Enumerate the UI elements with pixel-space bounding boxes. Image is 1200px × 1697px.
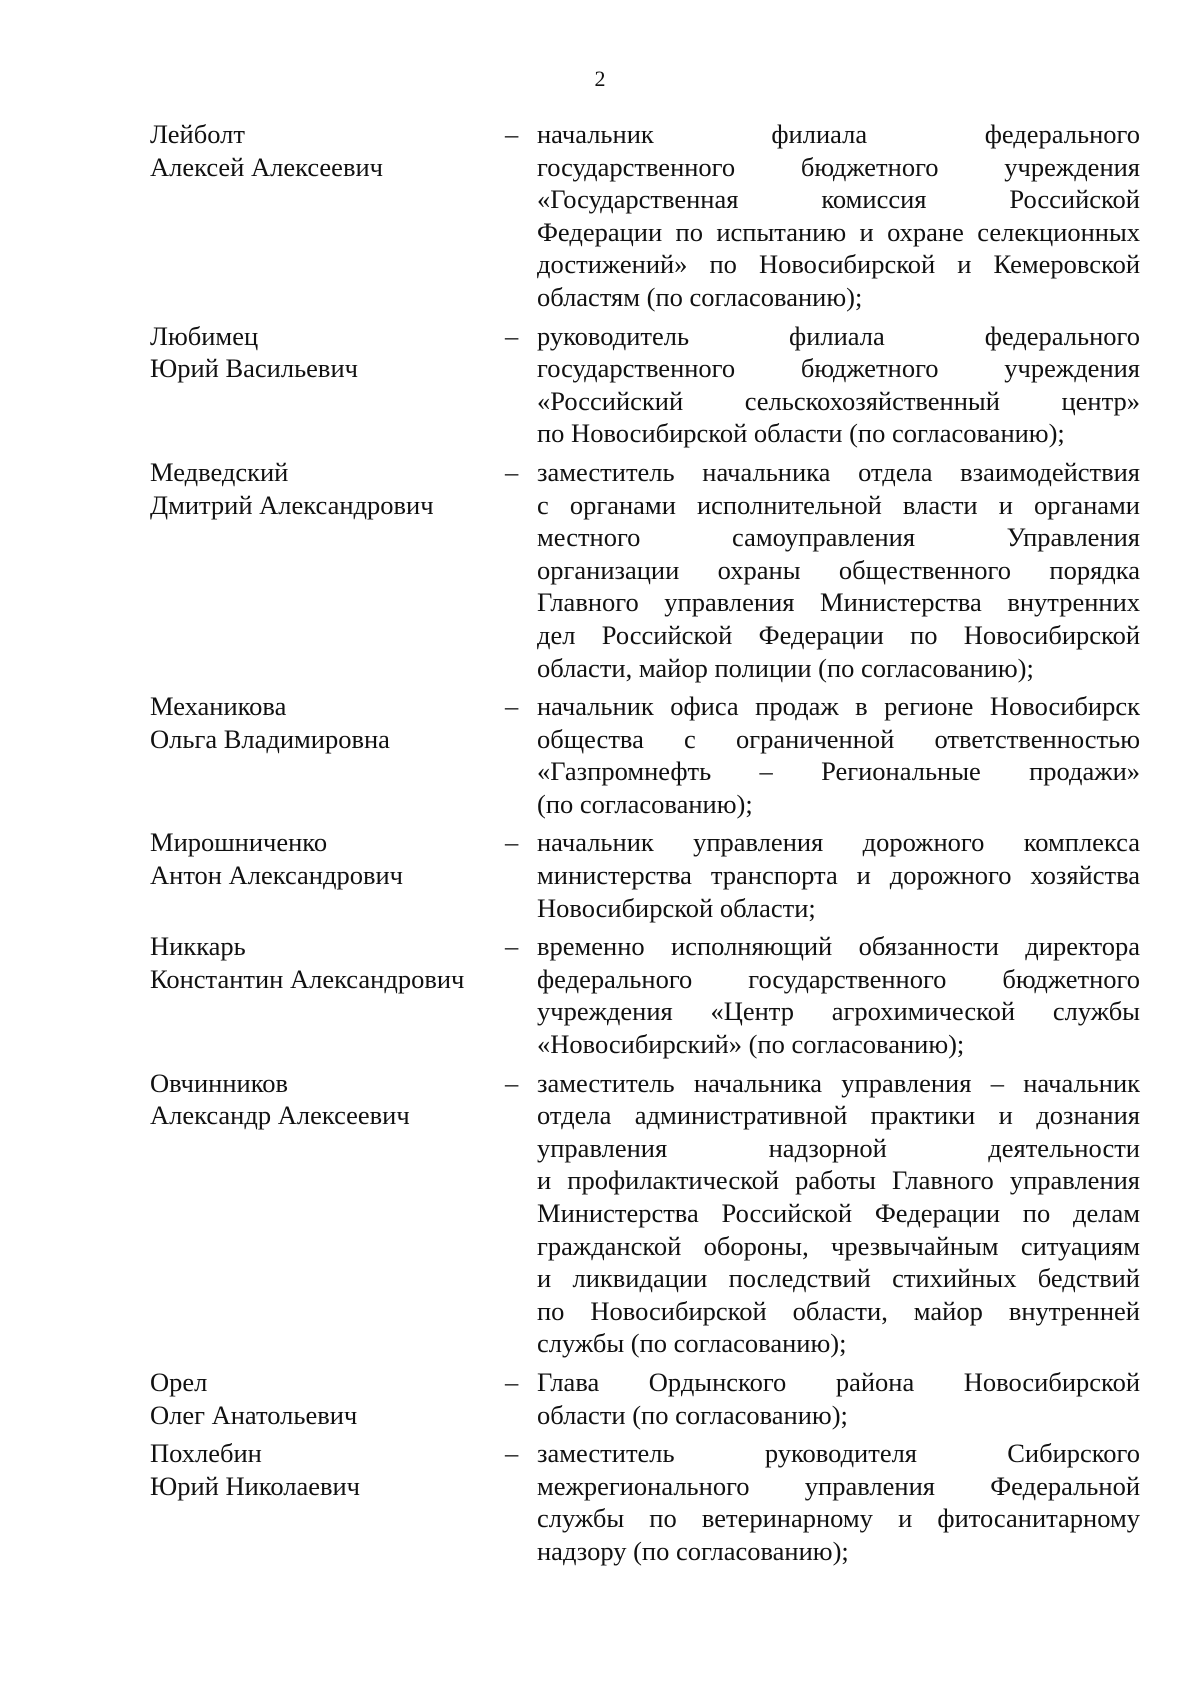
position-line: (по согласованию); xyxy=(537,788,753,819)
member-name xyxy=(150,1366,505,1431)
member-given-names: Александр Алексеевич xyxy=(150,1100,410,1131)
position-line: заместитель руководителя Сибирского xyxy=(537,1438,1140,1469)
position-line: области (по согласованию); xyxy=(537,1399,848,1430)
position-line: Главного управления Министерства внутренних xyxy=(537,587,1140,618)
position-line: временно исполняющий обязанности директора xyxy=(537,931,1140,962)
member-given-names: Юрий Васильевич xyxy=(150,353,358,384)
position-line: управления надзорной деятельности xyxy=(537,1132,1140,1163)
entry-dash: – xyxy=(505,827,519,858)
member-given-names: Антон Александрович xyxy=(150,860,403,891)
member-entry xyxy=(150,1067,1140,1360)
position-line: отдела административной практики и дознания xyxy=(537,1100,1140,1131)
position-line: по Новосибирской области (по согласованию); xyxy=(537,418,1065,449)
member-name xyxy=(150,690,505,820)
member-position xyxy=(537,1366,1140,1431)
member-entry xyxy=(150,456,1140,684)
member-name xyxy=(150,1437,505,1567)
position-line: надзору (по согласованию); xyxy=(537,1535,849,1566)
member-position xyxy=(537,1437,1140,1567)
member-position xyxy=(537,1067,1140,1360)
position-line: Министерства Российской Федерации по делам xyxy=(537,1198,1140,1228)
position-line: федерального государственного бюджетного xyxy=(537,963,1140,994)
member-surname: Любимец xyxy=(150,320,259,351)
member-entry xyxy=(150,1366,1140,1431)
position-line: начальник филиала федерального xyxy=(537,119,1140,149)
entry-dash: – xyxy=(505,1438,519,1469)
position-line: и ликвидации последствий стихийных бедствий xyxy=(537,1263,1140,1294)
member-surname: Орел xyxy=(150,1366,208,1397)
entry-dash: – xyxy=(505,119,519,149)
position-line: начальник управления дорожного комплекса xyxy=(537,827,1140,858)
position-line: учреждения «Центр агрохимической службы xyxy=(537,996,1140,1027)
entry-dash: – xyxy=(505,456,519,487)
position-line: достижений» по Новосибирской и Кемеровской xyxy=(537,249,1140,280)
position-line: Новосибирской области; xyxy=(537,892,816,923)
member-entry xyxy=(150,826,1140,924)
position-line: организации охраны общественного порядка xyxy=(537,554,1140,585)
member-given-names: Алексей Алексеевич xyxy=(150,151,383,182)
position-line: начальник офиса продаж в регионе Новосибирск xyxy=(537,691,1140,722)
member-surname: Похлебин xyxy=(150,1438,262,1469)
position-line: областям (по согласованию); xyxy=(537,281,863,312)
position-line: Глава Ордынского района Новосибирской xyxy=(537,1366,1140,1397)
entry-dash: – xyxy=(505,691,519,722)
member-surname: Мирошниченко xyxy=(150,827,328,858)
position-line: «Российский сельскохозяйственный центр» xyxy=(537,385,1140,416)
position-line: по Новосибирской области, майор внутренней xyxy=(537,1295,1140,1326)
position-line: службы (по согласованию); xyxy=(537,1328,847,1359)
member-surname: Никкарь xyxy=(150,931,246,962)
member-given-names: Ольга Владимировна xyxy=(150,723,390,754)
member-name xyxy=(150,118,505,314)
position-line: с органами исполнительной власти и органами xyxy=(537,489,1140,520)
member-entry xyxy=(150,118,1140,314)
position-line: государственного бюджетного учреждения xyxy=(537,151,1140,182)
member-position xyxy=(537,320,1140,450)
position-line: государственного бюджетного учреждения xyxy=(537,353,1140,384)
member-list xyxy=(150,118,1140,1574)
position-line: межрегионального управления Федеральной xyxy=(537,1470,1140,1501)
member-entry xyxy=(150,1437,1140,1567)
member-name xyxy=(150,826,505,924)
entry-dash: – xyxy=(505,1366,519,1397)
position-line: области, майор полиции (по согласованию); xyxy=(537,652,1034,683)
member-surname: Механикова xyxy=(150,691,287,722)
member-name xyxy=(150,456,505,684)
position-line: заместитель начальника отдела взаимодействия xyxy=(537,456,1140,487)
member-given-names: Дмитрий Александрович xyxy=(150,489,434,520)
member-given-names: Юрий Николаевич xyxy=(150,1470,360,1501)
member-surname: Овчинников xyxy=(150,1067,288,1098)
position-line: «Новосибирский» (по согласованию); xyxy=(537,1029,965,1060)
position-line: службы по ветеринарному и фитосанитарному xyxy=(537,1503,1140,1534)
member-given-names: Олег Анатольевич xyxy=(150,1399,358,1430)
member-surname: Лейболт xyxy=(150,119,245,149)
position-line: дел Российской Федерации по Новосибирской xyxy=(537,619,1140,650)
member-entry xyxy=(150,320,1140,450)
page-number: 2 xyxy=(594,66,606,91)
entry-dash: – xyxy=(505,931,519,962)
position-line: «Государственная комиссия Российской xyxy=(537,184,1140,215)
member-name xyxy=(150,320,505,450)
member-name xyxy=(150,1067,505,1360)
member-position xyxy=(537,826,1140,924)
member-name xyxy=(150,930,505,1060)
member-position xyxy=(537,456,1140,684)
position-line: «Газпромнефть – Региональные продажи» xyxy=(537,756,1140,787)
entry-dash: – xyxy=(505,1067,519,1098)
position-line: гражданской обороны, чрезвычайным ситуациям xyxy=(537,1230,1140,1261)
member-position xyxy=(537,690,1140,820)
position-line: руководитель филиала федерального xyxy=(537,320,1140,351)
entry-dash: – xyxy=(505,320,519,351)
member-surname: Медведский xyxy=(150,456,289,487)
position-line: общества с ограниченной ответственностью xyxy=(537,723,1140,754)
position-line: Федерации по испытанию и охране селекционных xyxy=(537,216,1140,247)
position-line: и профилактической работы Главного управления xyxy=(537,1165,1140,1196)
member-given-names: Константин Александрович xyxy=(150,963,465,994)
position-line: министерства транспорта и дорожного хозяйства xyxy=(537,860,1140,891)
position-line: местного самоуправления Управления xyxy=(537,522,1140,553)
member-entry xyxy=(150,690,1140,820)
member-position xyxy=(537,118,1140,314)
member-entry xyxy=(150,930,1140,1060)
member-position xyxy=(537,930,1140,1060)
position-line: заместитель начальника управления – начальник xyxy=(537,1067,1140,1098)
